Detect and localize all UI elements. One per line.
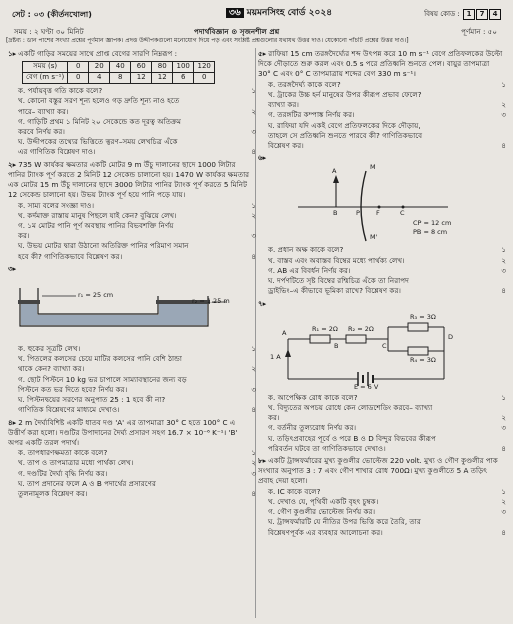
sub-question-marks: ৩ [251,468,256,478]
table-cell: সময় (s) [23,62,68,73]
sub-question-marks: ২ [251,364,256,374]
sub-question-list [258,80,508,152]
sub-question-text: হবে কী? গাণিতিকভাবে বিশ্লেষণ কর। [18,251,123,261]
exam-subject: পদার্থবিজ্ঞান ⊙ সৃজনশীল প্রশ্ন [194,27,280,36]
sub-question-marks: ২ [501,413,506,423]
sub-question [258,487,508,497]
sub-question [8,479,258,489]
table-cell: 12 [152,73,173,84]
sub-question-marks: ১ [251,86,256,96]
sub-question-text: ঘ. তড়িৎপ্রবাহের পূর্বে ও পরে B ও D বিন্দুর বিভবের কীরূপ [268,433,436,443]
sub-question [8,107,258,117]
subject-code [424,9,501,20]
sub-question [8,395,258,405]
question-stem: 2 m দৈর্ঘ্যবিশিষ্ট একটি ধাতব দণ্ড 'A' এর তাপমাত্রা 30° C হতে 100° C এ উত্তীর্ণ করা হলো। দণ্ডটির উপাদানের দৈর্ঘ্য প্রসারণ সহগ 16.7 × 10⁻⁶ K⁻¹। 'B' অপর একটি তরল পদার্থ। [8,417,238,447]
sub-question-list [8,201,258,262]
sub-question [8,241,258,251]
sub-question-text: তুলনামূলক বিশ্লেষণ কর। [18,489,88,499]
sub-question-marks: ৪ [501,443,506,453]
sub-question-text: গ. AB এর বিবর্ধন নির্ণয় কর। [268,265,351,275]
sub-question-marks: ২ [501,100,506,110]
sub-question [8,252,258,262]
sub-question-marks: ১ [501,79,506,89]
r4-label: R₄ = 3Ω [410,355,436,364]
table-cell: 40 [110,62,131,73]
right-column [258,48,508,623]
sub-question-text: বিশ্লেষণপূর্বক এর ব্যবহার আলোচনা কর। [268,527,383,537]
sub-question [258,413,508,423]
sub-question-text: গ. দণ্ডটির দৈর্ঘ্য বৃদ্ধি নির্ণয় কর। [18,468,108,478]
sub-question [8,211,258,221]
sub-question-marks: ১ [251,200,256,210]
question-1 [8,49,258,158]
sub-question [258,423,508,433]
question-7 [258,299,508,455]
sub-question-text: ঘ. দর্পণটিতে সৃষ্ট বিম্বের রশ্মিচিত্র এঁকে তা নিরাপদ [268,276,409,286]
table-cell: 60 [131,62,152,73]
sub-question-text: ঘ. উভয় মোটর দ্বারা উঠানো অতিরিক্ত পানির পরিমাণ সমান [18,241,189,251]
sub-question-text: ক. আপেক্ষিক রোধ কাকে বলে? [268,392,358,402]
sub-question-text: গ. তরঙ্গটির কম্পাঙ্ক নির্ণয় কর। [268,110,355,120]
sub-question-text: তাহলে সে প্রতিধ্বনি শুনতে পারবে কী? গাণিতিকভাবে [268,130,423,140]
sub-question-text: খ. কর্দমাক্ত রাস্তায় মানুষ পিছলে যাই কেন? বুঝিয়ে লেখ। [18,210,177,220]
cp-label: CP = 12 cm [413,219,452,228]
sub-question [258,434,508,444]
hydraulic-press-drawing [8,274,248,344]
sub-question-marks: ৪ [251,147,256,157]
question-2 [8,160,258,262]
node-d-label: D [448,332,454,341]
sub-question-marks: ৪ [501,140,506,150]
left-column [8,48,258,623]
node-c-label: C [382,341,387,350]
sub-question-marks: ২ [251,210,256,220]
sub-question [258,90,508,100]
sub-question-marks: ৩ [251,384,256,394]
sub-question [258,245,508,255]
sub-question-text: ড্রাইভিং–এ কীভাবে ভূমিকা রাখে? বিশ্লেষণ কর। [268,286,401,296]
sub-question-marks: ৪ [501,527,506,537]
sub-question-marks: ১ [501,486,506,496]
sub-question [8,344,258,354]
sub-question [8,469,258,479]
subject-code-digit: 7 [476,9,488,20]
sub-question [258,444,508,454]
table-cell: 8 [110,73,131,84]
mirror-drawing [258,163,498,245]
sub-question [8,117,258,127]
sub-question-text: ক. তাপধারণক্ষমতা কাকে বলে? [18,448,108,458]
subject-code-label: বিষয় কোড : [424,10,460,18]
sub-question-text: ক. সাম্য বলের সংজ্ঞা দাও। [18,200,95,210]
sub-question-text: খ. তাপ ও তাপমাত্রার মধ্যে পার্থক্য লেখ। [18,458,134,468]
sub-question-marks: ১ [501,392,506,402]
question-stem: একটি ট্রান্সফর্মারের মুখ্য কুণ্ডলীর ভোল্টেজ 220 volt. মুখ্য ও গৌণ কুণ্ডলীর পাক সংখ্যার অনুপাত 3 : 7 এবং গৌণ শাখার রোধ 700Ω। মুখ্য কুণ্ডলীতে 5 A তড়িৎ প্রবাহ দেয়া হলো। [258,456,498,486]
sub-question [258,100,508,110]
table-cell: বেগ (m s⁻¹) [23,73,68,84]
circuit-drawing [258,309,498,393]
mirror-label-m-prime: M' [370,233,378,242]
node-a-label: A [282,328,287,337]
question-number: ৮▸ [258,456,267,466]
sub-question [8,96,258,106]
r1-label: R₁ = 2Ω [312,324,338,333]
radius-small-label: r₁ = 25 cm [78,291,114,300]
table-cell: 0 [194,73,215,84]
sub-question-list [258,487,508,538]
pb-label: PB = 8 cm [413,228,448,237]
sub-question [258,286,508,296]
board-banner [226,7,332,20]
banner-number: ৩৬ [226,8,244,18]
sub-question-text: পারে– ব্যাখ্যা কর। [18,106,69,116]
sub-question-text: খ. পিতলের কলসের চেয়ে মাটির কলসের পানি বেশি ঠান্ডা [18,354,182,364]
sub-question-text: কর। [268,413,280,423]
sub-question [258,528,508,538]
sub-question [8,489,258,499]
sub-question [258,276,508,286]
sub-question-marks: ২ [251,106,256,116]
sub-question [8,201,258,211]
sub-question-text: গ. গাড়িটি প্রথম ১ মিনিট ২০ সেকেন্ডে কত দূরত্ব অতিক্রম [18,116,181,126]
sub-question-marks: ২ [251,458,256,468]
object-label-b: B [333,209,338,218]
sub-question [258,131,508,141]
hydraulic-press-figure [8,274,248,344]
sub-question [258,256,508,266]
full-marks: পূর্ণমান : ৫০ [461,27,497,36]
r2-label: R₂ = 2Ω [348,324,374,333]
question-8 [258,456,508,538]
table-cell: 0 [68,62,89,73]
sub-question [8,86,258,96]
sub-question-marks: ২ [501,255,506,265]
sub-question [258,393,508,403]
sub-question-list [258,393,508,454]
question-number: ৫▸ [258,49,267,58]
sub-question [8,375,258,385]
pole-label: P [356,209,360,218]
sub-question-text: গ. ১ম মোটর পানি পূর্ণ অবস্থায় পানির বিভবশক্তি নির্ণয় [18,220,174,230]
sub-question-list [8,344,258,416]
table-cell: 100 [173,62,194,73]
sub-question-list [258,245,508,296]
sub-question-text: ঘ. পিস্টনদ্বয়ের সরণের অনুপাত 25 : 1 হবে কী না? [18,395,166,405]
sub-question [258,110,508,120]
question-number: ৩▸ [8,263,17,273]
table-cell: 0 [68,73,89,84]
sub-question-marks: ১ [501,245,506,255]
table-cell: 12 [131,73,152,84]
sub-question [8,458,258,468]
mirror-label-m: M [370,163,376,172]
exam-info-row [4,27,509,37]
emf-label: E = 6 V [354,382,379,391]
sub-question-marks: ৩ [501,423,506,433]
radius-large-label: r₂ = 1.25 m [192,297,230,306]
sub-question [8,147,258,157]
sub-question-marks: ২ [501,496,506,506]
object-label-a: A [332,167,337,176]
question-3 [8,264,258,416]
exam-time: সময় : ২ ঘণ্টা ৩০ মিনিট [14,27,84,36]
sub-question-marks: ৩ [251,126,256,136]
sub-question-text: খ. ট্রাকের উচ্চ হর্ন মানুষের উপর কীরূপ প্রভাব ফেলে? [268,89,422,99]
instruction-note: [দ্রষ্টব্য : ডান পাশের সংখ্যা প্রশ্নের পূর্ণমান জ্ঞাপক। প্রদত্ত উদ্দীপকগুলো মনোযোগ দিয়ে পড় এবং সংশ্লিষ্ট প্রশ্নগুলোর যথাযথ উত্তর দাও। যেকোনো পাঁচটি প্রশ্নের উত্তর দাও।] [6,37,409,44]
sub-question [8,127,258,137]
sub-question-list [8,448,258,499]
question-number: ১▸ [8,49,17,58]
sub-question [8,221,258,231]
sub-question-text: ঘ. রাফিয়া যদি একই বেগে প্রতিফলকের দিকে দৌড়ায়, [268,120,421,130]
table-cell: 120 [194,62,215,73]
question-number: ৪▸ [8,417,17,427]
centre-label: C [400,209,405,218]
sub-question [258,497,508,507]
sub-question-text: কর। [18,231,30,241]
sub-question-text: খ. কোনো বস্তুর সরণ শূন্য হলেও গড় দ্রুতি শূন্য নাও হতে [18,96,180,106]
table-cell: 6 [173,73,194,84]
sub-question-text: থাকে কেন? ব্যাখ্যা কর। [18,364,85,374]
subject-code-digit: 1 [463,9,475,20]
banner-text: ময়মনসিংহ বোর্ড ২০২৪ [246,8,333,18]
question-stem: রাফিয়া 15 cm তরঙ্গদৈর্ঘ্যের শব্দ উৎপন্ন করে 10 m s⁻¹ বেগে প্রতিফলকের উল্টো দিকে দৌড়াতে শুরু করল এবং 0.5 s পরে প্রতিধ্বনি শুনতে পেল। বায়ুর তাপমাত্রা 30° C এবং 0° C তাপমাত্রায় শব্দের বেগ 330 m s⁻¹। [258,49,503,79]
node-b-label: B [334,341,339,350]
sub-question-text: ঘ. তাপ প্রদানের ফলে A ও B পদার্থের প্রসারণের [18,478,156,488]
sub-question-text: ক. প্রধান অক্ষ কাকে বলে? [268,245,344,255]
sub-question [8,364,258,374]
question-number: ৬▸ [258,153,267,163]
current-label: 1 A [270,352,281,361]
sub-question-text: বিশ্লেষণ কর। [268,140,304,150]
sub-question-text: এর গাণিতিক বিশ্লেষণ দাও। [18,147,96,157]
mirror-figure [258,163,498,245]
sub-question-marks: ৩ [251,231,256,241]
sub-question [8,405,258,415]
sub-question [8,385,258,395]
subject-code-digit: 4 [489,9,501,20]
sub-question [258,266,508,276]
sub-question-text: করবে নির্ণয় কর। [18,126,65,136]
velocity-table [22,61,215,84]
sub-question-marks: ৪ [251,405,256,415]
sub-question-text: ক. তরঙ্গদৈর্ঘ্য কাকে বলে? [268,79,341,89]
set-label: সেট : ০৩ (কীর্তনখোলা) [12,10,92,19]
sub-question-text: গ. গৌণ কুণ্ডলীর ভোল্টেজ নির্ণয় কর। [268,507,376,517]
question-5 [258,49,508,151]
question-4 [8,418,258,500]
sub-question-text: খ. দেখাও যে, পৃথিবী একটি বৃহৎ চুম্বক। [268,496,379,506]
r3-label: R₃ = 3Ω [410,312,436,321]
sub-question-marks: ৪ [251,489,256,499]
sub-question [258,403,508,413]
sub-question-text: ক. IC কাকে বলে? [268,486,321,496]
sub-question-marks: ৩ [501,507,506,517]
sub-question [8,448,258,458]
sub-question [258,141,508,151]
sub-question [258,121,508,131]
sub-question [258,507,508,517]
sub-question-text: গ. ছোট পিস্টনে 10 kg ভর চাপালে সাম্যাবস্থানের জন্য বড় [18,374,187,384]
question-number: ২▸ [8,159,17,169]
sub-question-text: খ. বাস্তব এবং অবাস্তব বিম্বের মধ্যে পার্থক্য লেখ। [268,255,405,265]
sub-question [258,80,508,90]
sub-question-marks: ১ [251,344,256,354]
question-6 [258,153,508,296]
sub-question [8,354,258,364]
sub-question-marks: ৩ [501,265,506,275]
sub-question-text: পিস্টনে কত ভর দিতে হবে? নির্ণয় কর। [18,384,128,394]
sub-question-marks: ৩ [501,110,506,120]
sub-question [258,517,508,527]
sub-question-text: ঘ. ট্রান্সফর্মারটি যে নীতির উপর ভিত্তি করে তৈরি, তার [268,517,421,527]
table-cell: 80 [152,62,173,73]
focus-label: F [376,209,380,218]
sub-question [8,231,258,241]
table-cell: 4 [89,73,110,84]
sub-question-text: গ. বর্তনীর তুল্যরোধ নির্ণয় কর। [268,423,357,433]
sub-question-text: খ. বিদ্যুতের অপচয় রোধে কেন লোডশেডিং করবে– ব্যাখ্যা [268,402,433,412]
sub-question-text: ব্যাখ্যা কর। [268,100,299,110]
sub-question-marks: ১ [251,448,256,458]
sub-question-list [8,86,258,158]
sub-question-text: পরিবর্তন ঘটবে তা গাণিতিকভাবে দেখাও। [268,443,386,453]
sub-question-marks: ৪ [251,251,256,261]
sub-question-marks: ৪ [501,286,506,296]
question-stem: একটি গাড়ির সময়ের সাথে প্রাপ্ত বেগের সারণি নিম্নরূপ : [18,49,178,58]
sub-question-text: ক. পর্যায়বৃত্ত গতি কাকে বলে? [18,86,103,96]
sub-question-text: ক. হুকের সূত্রটি লেখ। [18,344,81,354]
sub-question-text: ঘ. উদ্দীপকের তথ্যের ভিত্তিতে ত্বরণ–সময় লেখচিত্র এঁকে [18,137,178,147]
question-number: ৭▸ [258,298,267,308]
sub-question-text: গাণিতিক বিশ্লেষণের মাধ্যমে দেখাও। [18,405,120,415]
question-stem: 735 W কার্যকর ক্ষমতার একটি মোটর 9 m উঁচু দালানের ছাদে 1000 লিটার পানির ট্যাংক পূর্ণ করতে 2 মিনিট 12 সেকেন্ড চালানো হয়। 1470 W কার্যকর ক্ষমতার এক মোটর 15 m উঁচু দালানের ছাদে 3000 লিটার পানির ট্যাংক পূর্ণ করতে 5 মিনিট 12 সেকেন্ড চালানো হয়। উভয় ট্যাংক পূর্ণ হয়ে পানি পড়ে যায়। [8,159,250,200]
circuit-figure [258,309,498,393]
sub-question [8,137,258,147]
page-header [4,6,509,26]
table-cell: 20 [89,62,110,73]
